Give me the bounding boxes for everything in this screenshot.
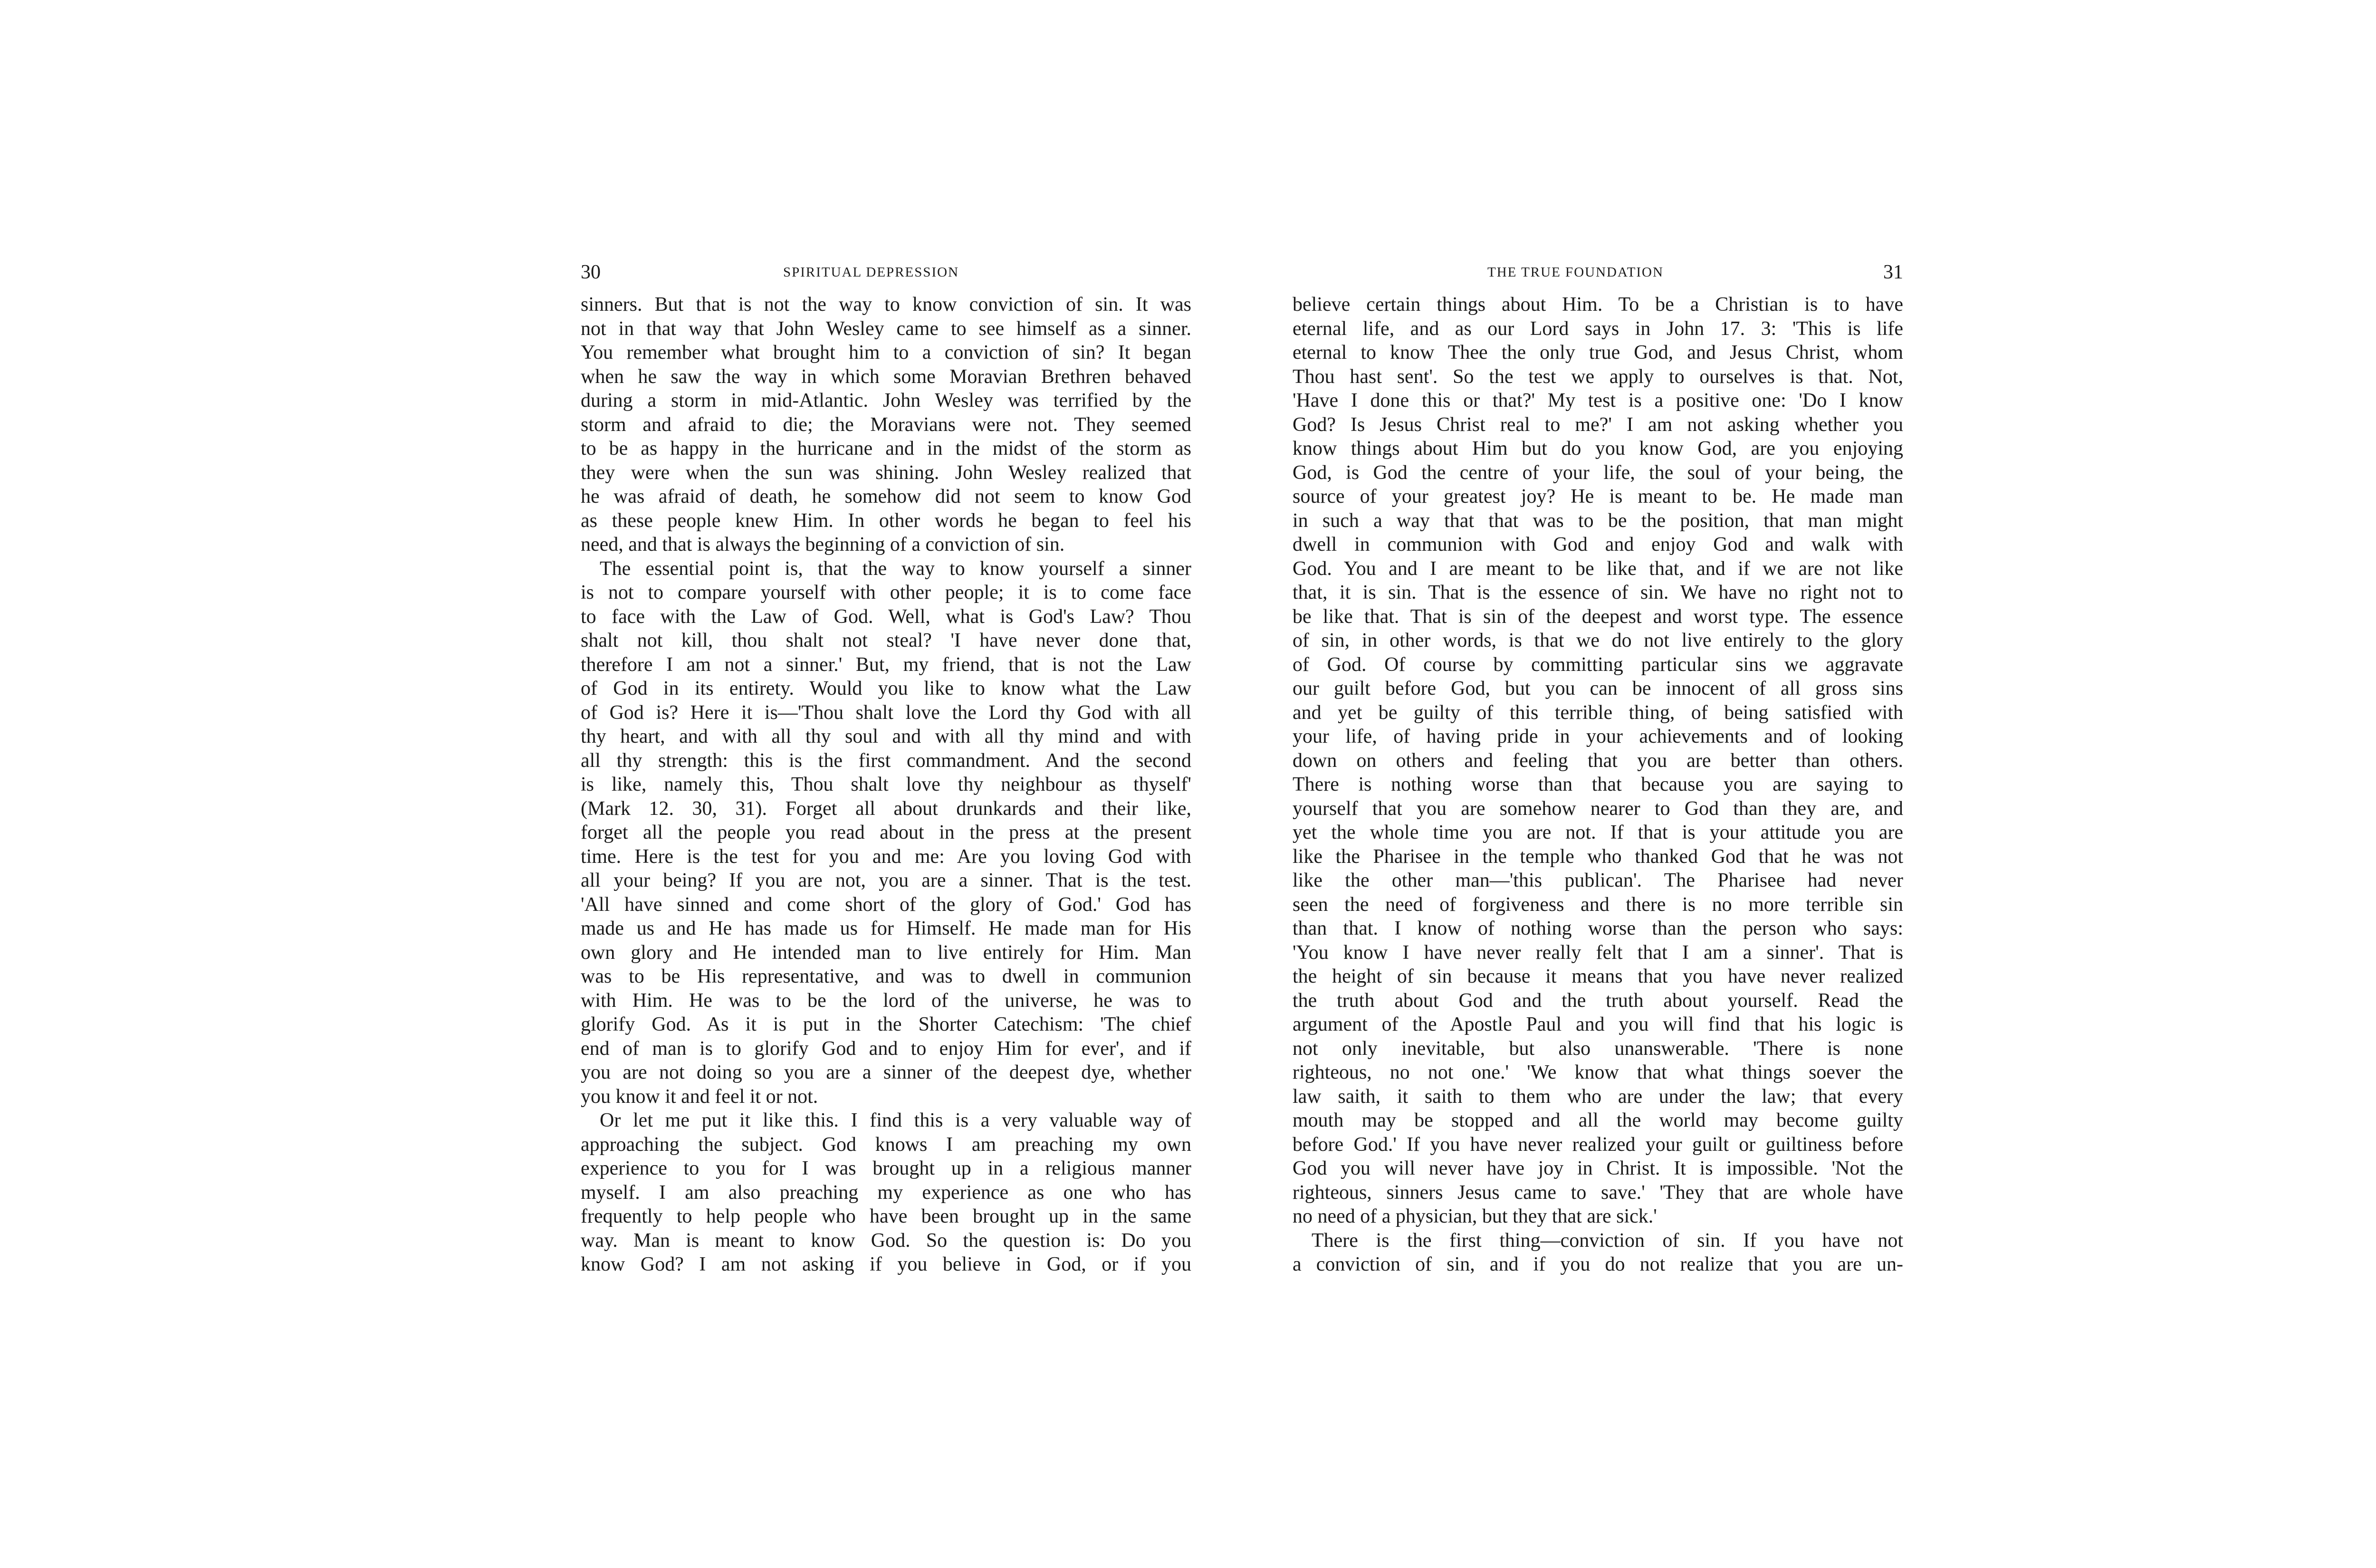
- text-line: approaching the subject. God knows I am preaching my own: [581, 1133, 1191, 1156]
- text-line: glorify God. As it is put in the Shorter Catechism: 'The chief: [581, 1013, 1191, 1035]
- text-line: God. You and I are meant to be like that, and if we are not like: [1293, 557, 1903, 580]
- text-line: God? Is Jesus Christ real to me?' I am not asking whether you: [1293, 413, 1903, 436]
- text-line: time. Here is the test for you and me: Are you loving God with: [581, 845, 1191, 868]
- text-line: sinners. But that is not the way to know conviction of sin. It was: [581, 294, 1191, 316]
- text-line: in such a way that that was to be the position, that man might: [1293, 509, 1903, 532]
- page-number: 30: [581, 261, 601, 283]
- text-line: of God in its entirety. Would you like to know what the Law: [581, 678, 1191, 699]
- text-line: during a storm in mid-Atlantic. John Wesley was terrified by the: [581, 390, 1191, 411]
- paragraph: [581, 1109, 1191, 1277]
- text-line: made us and He has made us for Himself. He made man for His: [581, 918, 1191, 939]
- text-line: was to be His representative, and was to dwell in communion: [581, 966, 1191, 987]
- text-line: storm and afraid to die; the Moravians were not. They seemed: [581, 413, 1191, 436]
- text-line: a conviction of sin, and if you do not realize that you are un-: [1293, 1253, 1903, 1275]
- text-line: like the Pharisee in the temple who thanked God that he was not: [1293, 845, 1903, 868]
- text-line: all thy strength: this is the first commandment. And the second: [581, 749, 1191, 772]
- text-line: 'You know I have never really felt that I am a sinner'. That is: [1293, 941, 1903, 964]
- left-page: [581, 260, 1191, 1277]
- text-line: know things about Him but do you know God, are you enjoying: [1293, 438, 1903, 459]
- page-body: [1293, 293, 1903, 1277]
- text-line: myself. I am also preaching my experience as one who has: [581, 1181, 1191, 1204]
- text-line: need, and that is always the beginning of a conviction of sin.: [581, 534, 1065, 555]
- text-line: 'Have I done this or that?' My test is a positive one: 'Do I know: [1293, 390, 1903, 411]
- text-line: down on others and feeling that you are better than others.: [1293, 749, 1903, 772]
- text-line: that, it is sin. That is the essence of sin. We have no right not to: [1293, 582, 1903, 603]
- text-line: is not to compare yourself with other people; it is to come face: [581, 582, 1191, 603]
- text-line: the truth about God and the truth about yourself. Read the: [1293, 989, 1903, 1012]
- text-line: own glory and He intended man to live entirely for Him. Man: [581, 941, 1191, 964]
- text-line: righteous, sinners Jesus came to save.' 'They that are whole have: [1293, 1181, 1903, 1204]
- text-line: and yet be guilty of this terrible thing, of being satisfied with: [1293, 701, 1903, 724]
- text-line: mouth may be stopped and all the world may become guilty: [1293, 1109, 1903, 1131]
- paragraph: [581, 293, 1191, 557]
- text-line: he was afraid of death, he somehow did not seem to know God: [581, 486, 1191, 507]
- text-line: your life, of having pride in your achievements and of looking: [1293, 726, 1903, 747]
- text-line: Or let me put it like this. I find this is a very valuable way of: [600, 1109, 1191, 1131]
- text-line: is like, namely this, Thou shalt love thy neighbour as thyself': [581, 774, 1191, 795]
- text-line: all your being? If you are not, you are a sinner. That is the test.: [581, 870, 1191, 891]
- text-line: eternal life, and as our Lord says in John 17. 3: 'This is life: [1293, 317, 1903, 340]
- text-line: before God.' If you have never realized your guilt or guiltiness before: [1293, 1133, 1903, 1156]
- text-line: yourself that you are somehow nearer to God than they are, and: [1293, 797, 1903, 820]
- text-line: experience to you for I was brought up in a religious manner: [581, 1157, 1191, 1179]
- text-line: eternal to know Thee the only true God, and Jesus Christ, whom: [1293, 342, 1903, 363]
- text-line: argument of the Apostle Paul and you will find that his logic is: [1293, 1013, 1903, 1035]
- text-line: our guilt before God, but you can be innocent of all gross sins: [1293, 678, 1903, 699]
- text-line: they were when the sun was shining. John Wesley realized that: [581, 461, 1191, 484]
- text-line: you know it and feel it or not.: [581, 1085, 818, 1108]
- text-line: like the other man—'this publican'. The Pharisee had never: [1293, 870, 1903, 891]
- text-line: than that. I know of nothing worse than the person who says:: [1293, 918, 1903, 939]
- text-line: dwell in communion with God and enjoy God and walk with: [1293, 534, 1903, 555]
- text-line: There is the first thing—conviction of sin. If you have not: [1312, 1229, 1903, 1252]
- paragraph: [1293, 293, 1903, 1229]
- text-line: of God. Of course by committing particular sins we aggravate: [1293, 653, 1903, 676]
- running-head: [1293, 260, 1903, 284]
- text-line: you are not doing so you are a sinner of the deepest dye, whether: [581, 1061, 1191, 1083]
- text-line: Thou hast sent'. So the test we apply to ourselves is that. Not,: [1293, 365, 1903, 388]
- text-line: to face with the Law of God. Well, what is God's Law? Thou: [581, 605, 1191, 628]
- text-line: not in that way that John Wesley came to see himself as a sinner.: [581, 317, 1191, 340]
- paragraph: [581, 557, 1191, 1109]
- text-line: God you will never have joy in Christ. It is impossible. 'Not the: [1293, 1157, 1903, 1179]
- text-line: seen the need of forgiveness and there is no more terrible sin: [1293, 893, 1903, 916]
- paragraph: [1293, 1229, 1903, 1277]
- page-number: 31: [1883, 261, 1903, 283]
- text-line: to be as happy in the hurricane and in the midst of the storm as: [581, 438, 1191, 459]
- text-line: be like that. That is sin of the deepest and worst type. The essence: [1293, 605, 1903, 628]
- text-line: not only inevitable, but also unanswerable. 'There is none: [1293, 1037, 1903, 1060]
- right-page: [1293, 260, 1903, 1277]
- text-line: the height of sin because it means that you have never realized: [1293, 966, 1903, 987]
- text-line: frequently to help people who have been brought up in the same: [581, 1205, 1191, 1227]
- text-line: know God? I am not asking if you believe in God, or if you: [581, 1253, 1191, 1275]
- text-line: believe certain things about Him. To be a Christian is to have: [1293, 294, 1903, 316]
- text-line: You remember what brought him to a conviction of sin? It began: [581, 342, 1191, 363]
- text-line: no need of a physician, but they that are sick.': [1293, 1205, 1657, 1227]
- text-line: of sin, in other words, is that we do not live entirely to the glory: [1293, 630, 1903, 651]
- text-line: thy heart, and with all thy soul and with all thy mind and with: [581, 726, 1191, 747]
- text-line: with Him. He was to be the lord of the universe, he was to: [581, 989, 1191, 1012]
- text-line: when he saw the way in which some Moravian Brethren behaved: [581, 365, 1191, 388]
- text-line: 'All have sinned and come short of the glory of God.' God has: [581, 893, 1191, 916]
- text-line: forget all the people you read about in the press at the present: [581, 822, 1191, 843]
- text-line: of God is? Here it is—'Thou shalt love the Lord thy God with all: [581, 701, 1191, 724]
- text-line: source of your greatest joy? He is meant to be. He made man: [1293, 486, 1903, 507]
- text-line: righteous, no not one.' 'We know that what things soever the: [1293, 1061, 1903, 1083]
- running-head-title: SPIRITUAL DEPRESSION: [783, 265, 959, 280]
- page-body: [581, 293, 1191, 1277]
- text-line: as these people knew Him. In other words he began to feel his: [581, 509, 1191, 532]
- text-line: The essential point is, that the way to know yourself a sinner: [600, 557, 1191, 580]
- text-line: God, is God the centre of your life, the soul of your being, the: [1293, 461, 1903, 484]
- text-line: shalt not kill, thou shalt not steal? 'I have never done that,: [581, 630, 1191, 651]
- text-line: way. Man is meant to know God. So the question is: Do you: [581, 1229, 1191, 1252]
- text-line: law saith, it saith to them who are under the law; that every: [1293, 1085, 1903, 1108]
- text-line: yet the whole time you are not. If that is your attitude you are: [1293, 822, 1903, 843]
- text-line: therefore I am not a sinner.' But, my friend, that is not the Law: [581, 653, 1191, 676]
- running-head-title: THE TRUE FOUNDATION: [1487, 265, 1664, 280]
- running-head: [581, 260, 1191, 284]
- text-line: (Mark 12. 30, 31). Forget all about drunkards and their like,: [581, 797, 1191, 820]
- text-line: end of man is to glorify God and to enjoy Him for ever', and if: [581, 1037, 1191, 1060]
- text-line: There is nothing worse than that because you are saying to: [1293, 774, 1903, 795]
